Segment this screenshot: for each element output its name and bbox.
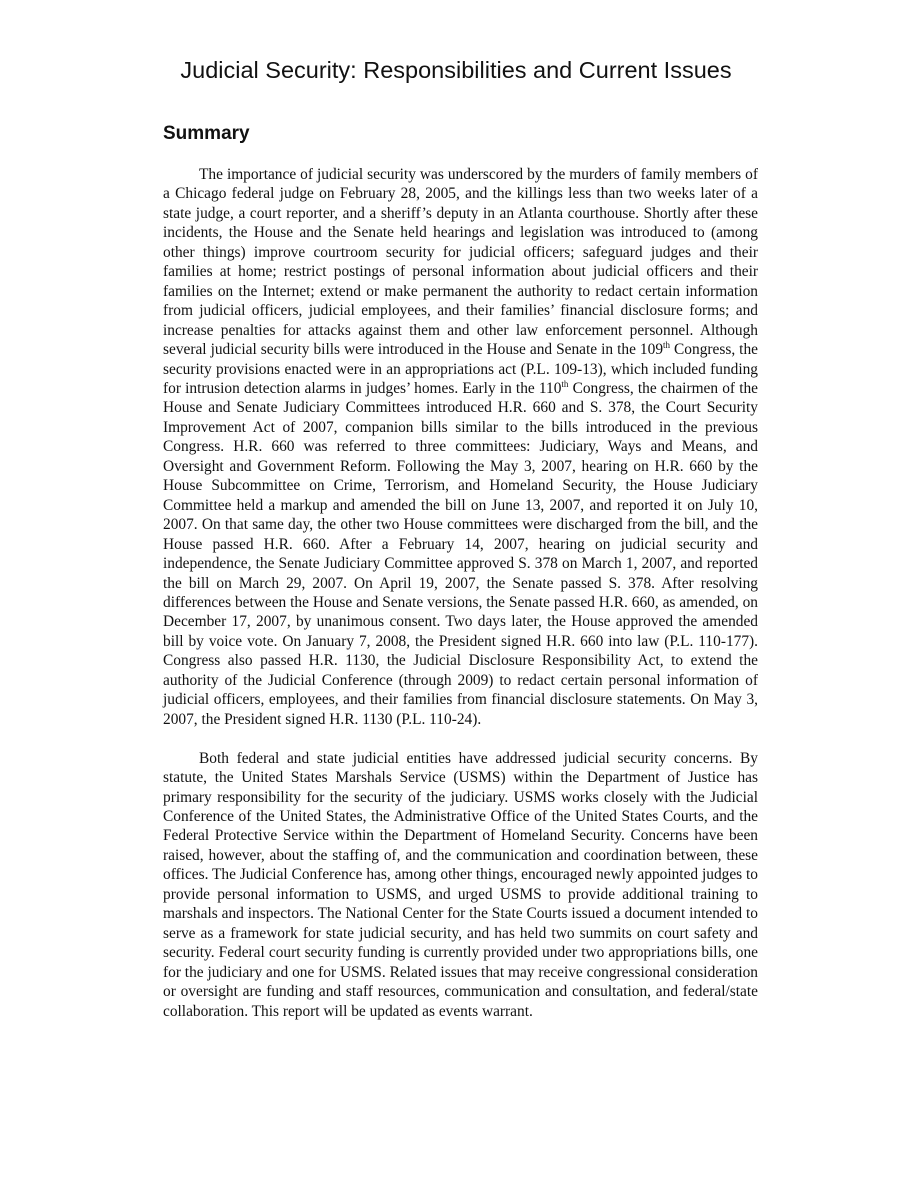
ordinal-superscript: th xyxy=(663,340,671,351)
paragraph-1-text-b: Congress, the security provisions enacted were in an appropriations act (P.L. 109-13), which included funding for intrusion detection alarms in judges’ homes. Early in the 110 xyxy=(163,341,758,397)
ordinal-superscript: th xyxy=(561,378,569,389)
summary-heading: Summary xyxy=(163,123,250,144)
summary-paragraph-1 xyxy=(163,165,758,729)
paragraph-1-text-c: Congress, the chairmen of the House and Senate Judiciary Committees introduced H.R. 660 and S. 378, the Court Security Improvement Act of 2007, companion bills similar to the bills introduced in the previous Congress. H.R. 660 was referred to three committees: Judiciary, Ways and Means, and Oversight and Government Reform. Following the May 3, 2007, hearing on H.R. 660 by the House Subcommittee on Crime, Terrorism, and Homeland Security, the House Judiciary Committee held a markup and amended the bill on June 13, 2007, and reported it on July 10, 2007. On that same day, the other two House committees were discharged from the bill, and the House passed H.R. 660. After a February 14, 2007, hearing on judicial security and independence, the Senate Judiciary Committee approved S. 378 on March 1, 2007, and reported the bill on March 29, 2007. On April 19, 2007, the Senate passed S. 378. After resolving differences between the House and Senate versions, the Senate passed H.R. 660, as amended, on December 17, 2007, by unanimous consent. Two days later, the House approved the amended bill by voice vote. On January 7, 2008, the President signed H.R. 660 into law (P.L. 110-177). Congress also passed H.R. 1130, the Judicial Disclosure Responsibility Act, to extend the authority of the Judicial Conference (through 2009) to redact certain personal information of judicial officers, employees, and their families from financial disclosure statements. On May 3, 2007, the President signed H.R. 1130 (P.L. 110-24). xyxy=(163,379,758,728)
summary-body xyxy=(163,165,758,1021)
paragraph-1-text-a: The importance of judicial security was underscored by the murders of family members of a Chicago federal judge on February 28, 2005, and the killings less than two weeks later of a state judge, a court reporter, and a sheriff’s deputy in an Atlanta courthouse. Shortly after these incidents, the House and the Senate held hearings and legislation was introduced to (among other things) improve courtroom security for judicial officers; safeguard judges and their families at home; restrict postings of personal information about judicial officers and their families on the Internet; extend or make permanent the authority to redact certain information from judicial officers, judicial employees, and their families’ financial disclosure forms; and increase penalties for attacks against them and other law enforcement personnel. Although several judicial security bills were introduced in the House and Senate in the 109 xyxy=(163,166,758,359)
document-title: Judicial Security: Responsibilities and Current Issues xyxy=(180,57,732,83)
summary-paragraph-2: Both federal and state judicial entities have addressed judicial security concerns. By statute, the United States Marshals Service (USMS) within the Department of Justice has primary responsibility for the security of the judiciary. USMS works closely with the Judicial Conference of the United States, the Administrative Office of the United States Courts, and the Federal Protective Service within the Department of Homeland Security. Concerns have been raised, however, about the staffing of, and the communication and coordination between, these offices. The Judicial Conference has, among other things, encouraged newly appointed judges to provide personal information to USMS, and urged USMS to provide additional training to marshals and inspectors. The National Center for the State Courts issued a document intended to serve as a framework for state judicial security, and has held two summits on court safety and security. Federal court security funding is currently provided under two appropriations bills, one for the judiciary and one for USMS. Related issues that may receive congressional consideration or oversight are funding and staff resources, communication and consultation, and federal/state collaboration. This report will be updated as events warrant. xyxy=(163,749,758,1020)
